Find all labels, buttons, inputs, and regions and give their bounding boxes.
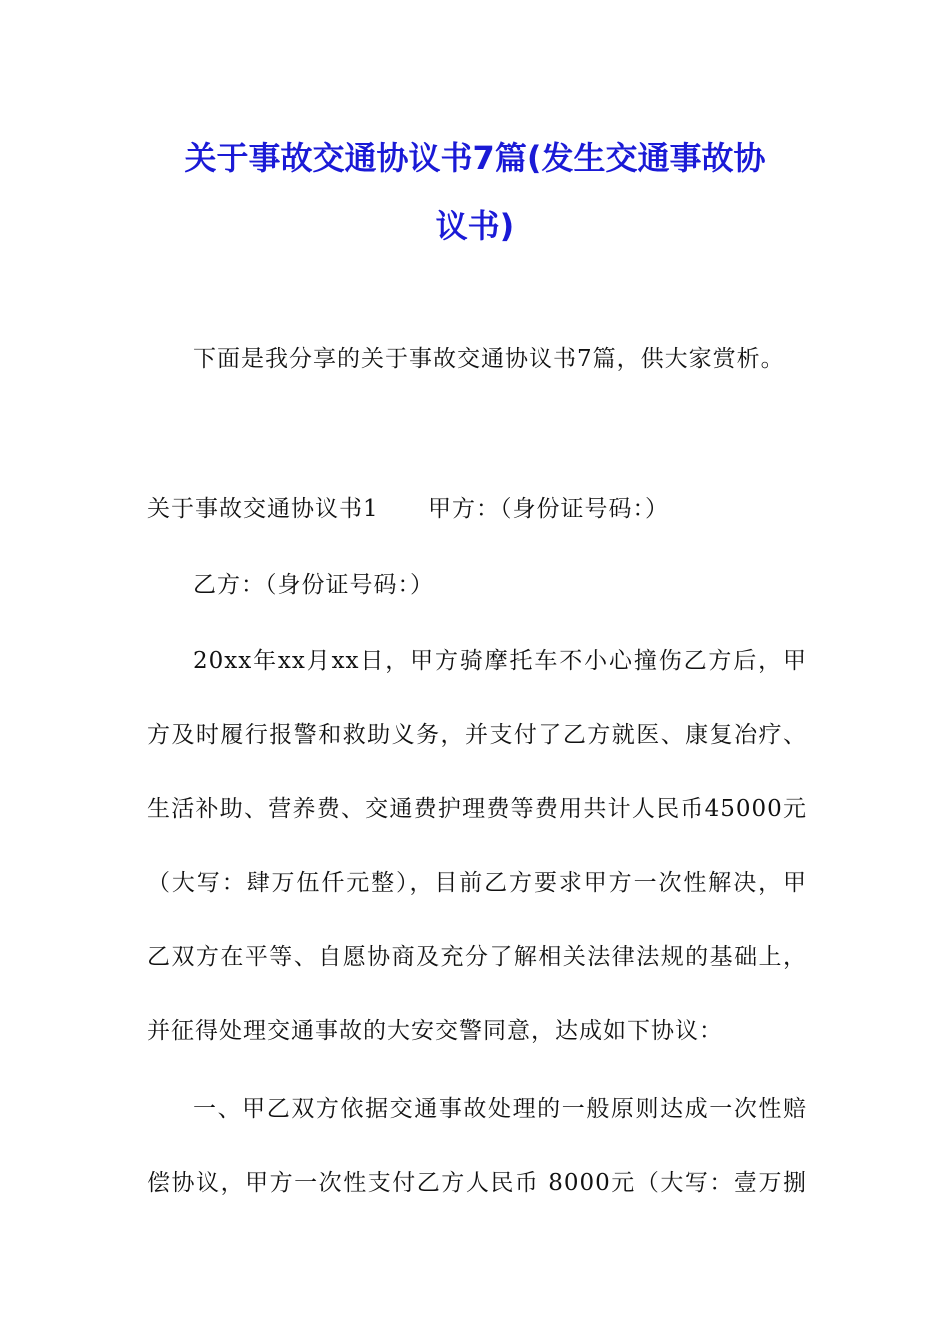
body-line: 生活补助、营养费、交通费护理费等费用共计人民币45000元 <box>147 796 807 822</box>
body-line: 乙双方在平等、自愿协商及充分了解相关法律法规的基础上， <box>147 944 807 970</box>
section-heading: 关于事故交通协议书1 <box>147 496 379 522</box>
document-title-line-2: 议书) <box>435 207 515 245</box>
body-line: 一、甲乙双方依据交通事故处理的一般原则达成一次性赔 <box>193 1096 807 1122</box>
body-line: 偿协议，甲方一次性支付乙方人民币 8000元（大写：壹万捌 <box>147 1170 807 1196</box>
intro-paragraph: 下面是我分享的关于事故交通协议书7篇，供大家赏析。 <box>193 346 785 372</box>
body-line: 方及时履行报警和救助义务，并支付了乙方就医、康复冶疗、 <box>147 722 807 748</box>
document-title-line-1: 关于事故交通协议书7篇(发生交通事故协 <box>184 139 766 177</box>
party-a-line: 甲方：（身份证号码：） <box>428 496 669 522</box>
body-line: 并征得处理交通事故的大安交警同意，达成如下协议： <box>147 1018 723 1044</box>
body-line: （大写：肆万伍仟元整），目前乙方要求甲方一次性解决，甲 <box>147 870 807 896</box>
body-line: 20xx年xx月xx日，甲方骑摩托车不小心撞伤乙方后，甲 <box>193 648 807 674</box>
party-b-line: 乙方：（身份证号码：） <box>193 572 434 598</box>
